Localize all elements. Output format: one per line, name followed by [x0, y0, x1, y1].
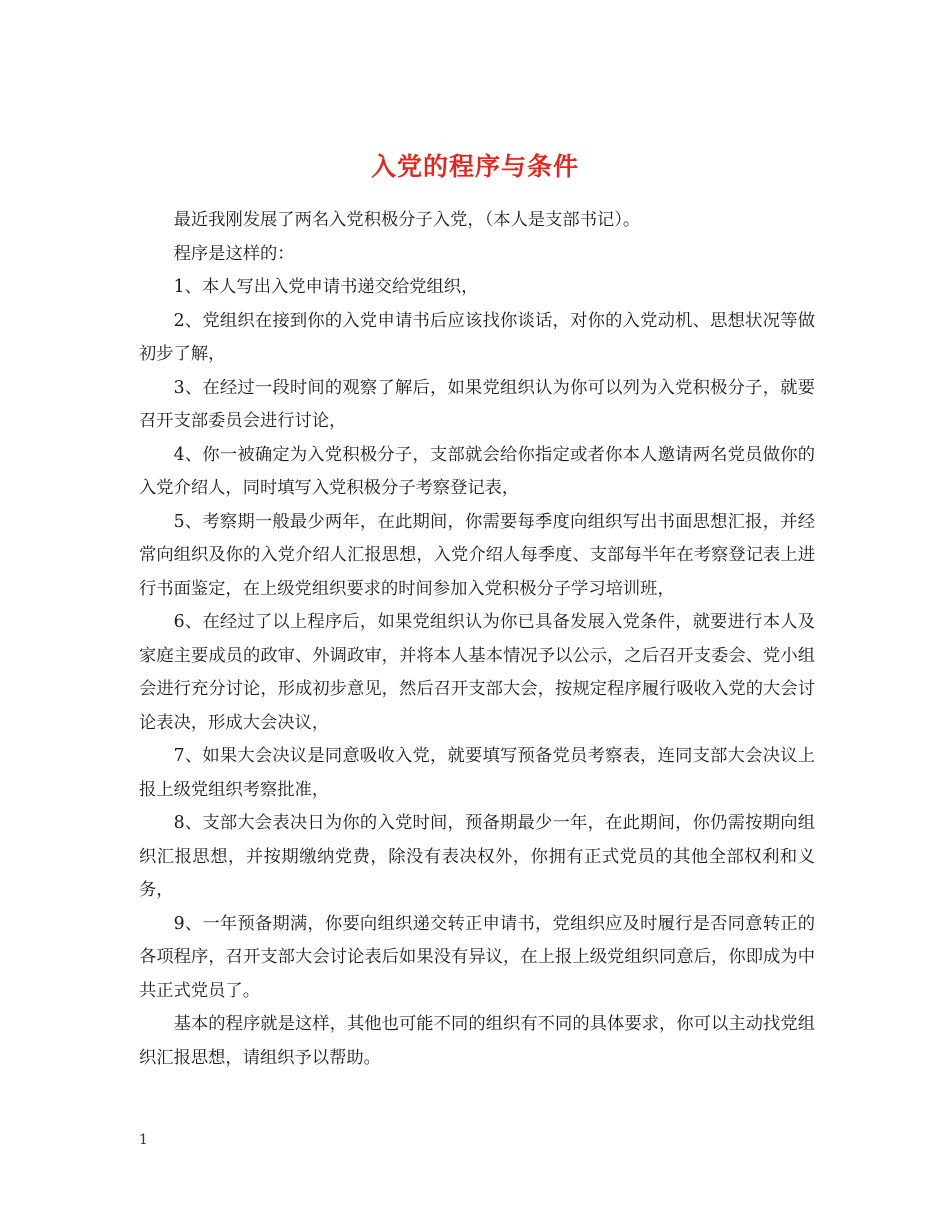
paragraph-step-2: 2、党组织在接到你的入党申请书后应该找你谈话，对你的入党动机、思想状况等做初步了解， — [139, 310, 815, 364]
document-title: 入党的程序与条件 — [370, 151, 579, 181]
paragraph-step-9: 9、一年预备期满，你要向组织递交转正申请书，党组织应及时履行是否同意转正的各项程序，召开支部大会讨论表后如果没有异议，在上报上级党组织同意后，你即成为中共正式党员了。 — [139, 913, 815, 1001]
paragraph-procedure-heading: 程序是这样的： — [173, 243, 295, 264]
paragraph-step-5: 5、考察期一般最少两年，在此期间，你需要每季度向组织写出书面思想汇报，并经常向组织及你的入党介绍人汇报思想，入党介绍人每季度、支部每半年在考察登记表上进行书面鉴定，在上级党组织要求的时间参加入党积极分子学习培训班， — [139, 511, 815, 599]
paragraph-step-8: 8、支部大会表决日为你的入党时间，预备期最少一年，在此期间，你仍需按期向组织汇报思想，并按期缴纳党费，除没有表决权外，你拥有正式党员的其他全部权利和义务， — [139, 813, 815, 900]
paragraph-step-1: 1、本人写出入党申请书递交给党组织， — [173, 277, 479, 297]
document-body — [139, 204, 815, 1075]
paragraph-conclusion: 基本的程序就是这样，其他也可能不同的组织有不同的具体要求，你可以主动找党组织汇报思想，请组织予以帮助。 — [139, 1014, 815, 1068]
paragraph-intro: 最近我刚发展了两名入党积极分子入党，（本人是支部书记）。 — [173, 210, 641, 230]
page-number: 1 — [139, 1132, 148, 1148]
paragraph-step-3: 3、在经过一段时间的观察了解后，如果党组织认为你可以列为入党积极分子，就要召开支部委员会进行讨论， — [139, 377, 815, 431]
paragraph-step-7: 7、如果大会决议是同意吸收入党，就要填写预备党员考察表，连同支部大会决议上报上级党组织考察批准， — [139, 746, 815, 800]
paragraph-step-6: 6、在经过了以上程序后，如果党组织认为你已具备发展入党条件，就要进行本人及家庭主要成员的政审、外调政审，并将本人基本情况予以公示，之后召开支委会、党小组会进行充分讨论，形成初步意见，然后召开支部大会，按规定程序履行吸收入党的大会讨论表决，形成大会决议， — [139, 612, 815, 733]
paragraph-step-4: 4、你一被确定为入党积极分子，支部就会给你指定或者你本人邀请两名党员做你的入党介绍人，同时填写入党积极分子考察登记表， — [139, 444, 815, 498]
